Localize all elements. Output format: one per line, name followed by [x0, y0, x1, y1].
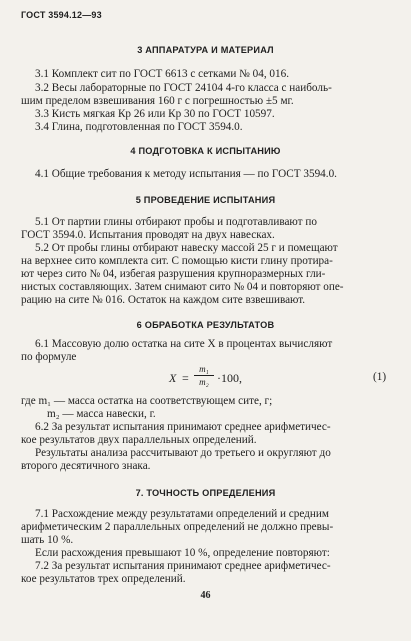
- section-6-title: 6 ОБРАБОТКА РЕЗУЛЬТАТОВ: [136, 320, 275, 330]
- formula-multiplier: ·100,: [217, 371, 242, 385]
- section-3-line: 3.2 Весы лабораторные по ГОСТ 24104 4-го класса с наиболь-: [35, 82, 332, 94]
- section-7-line: Если расхождения превышают 10 %, определение повторяют:: [35, 547, 330, 559]
- section-4-title: 4 ПОДГОТОВКА К ИСПЫТАНИЮ: [130, 146, 281, 156]
- formula-lhs: X: [169, 371, 177, 385]
- section-6-line: по формуле: [21, 351, 77, 363]
- document-header: ГОСТ 3594.12—93: [21, 10, 102, 20]
- section-5-line: рацию на сите № 016. Остаток на каждом сите взвешивают.: [21, 294, 306, 306]
- fraction-bar: [194, 375, 214, 376]
- section-7-line: кое результатов трех определений.: [21, 573, 186, 585]
- section-3-line: 3.3 Кисть мягкая Кр 26 или Кр 30 по ГОСТ 10597.: [35, 108, 275, 120]
- section-5-line: ют через сито № 04, избегая разрушения крупноразмерных гли-: [21, 268, 326, 280]
- section-7-line: арифметическим 2 параллельных определений не должно превы-: [21, 521, 334, 533]
- section-6-line: m₂ — масса навески, г.: [47, 408, 156, 420]
- formula-denominator: m₂: [199, 377, 209, 387]
- formula-equals: =: [182, 371, 189, 385]
- section-7-title: 7. ТОЧНОСТЬ ОПРЕДЕЛЕНИЯ: [135, 488, 276, 498]
- section-6-line: кое результатов двух параллельных определений.: [21, 434, 257, 446]
- section-5-line: на верхнее сито комплекта сит. С помощью кисти глину протира-: [21, 255, 333, 267]
- section-3-line: шим пределом взвешивания 160 г с погрешностью ±5 мг.: [21, 95, 294, 107]
- formula-numerator: m₁: [199, 364, 209, 374]
- section-6-line: второго десятичного знака.: [21, 460, 151, 472]
- section-6-line: 6.1 Массовую долю остатка на сите X в процентах вычисляют: [35, 338, 333, 350]
- formula-number: (1): [373, 371, 387, 383]
- section-6-line: 6.2 За результат испытания принимают среднее арифметичес-: [35, 421, 331, 433]
- section-3-line: 3.1 Комплект сит по ГОСТ 6613 с сетками № 04, 016.: [35, 68, 289, 80]
- section-5-line: 5.1 От партии глины отбирают пробы и подготавливают по: [35, 216, 317, 228]
- section-5-line: ГОСТ 3594.0. Испытания проводят на двух навесках.: [21, 229, 275, 241]
- section-3-title: 3 АППАРАТУРА И МАТЕРИАЛ: [137, 45, 274, 55]
- section-7-line: 7.2 За результат испытания принимают среднее арифметичес-: [35, 560, 331, 572]
- formula-1: [0, 364, 411, 394]
- section-5-title: 5 ПРОВЕДЕНИЕ ИСПЫТАНИЯ: [135, 195, 276, 205]
- page-number: 46: [200, 590, 211, 601]
- formula-fraction: [194, 364, 214, 387]
- section-7-line: 7.1 Расхождение между результатами определений и средним: [35, 508, 329, 520]
- section-6-line: где m₁ — масса остатка на соответствующем сите, г;: [21, 395, 273, 407]
- section-5-line: нистых составляющих. Затем снимают сито № 04 и повторяют опе-: [21, 281, 344, 293]
- section-3-line: 3.4 Глина, подготовленная по ГОСТ 3594.0.: [35, 121, 243, 133]
- section-7-line: шать 10 %.: [21, 534, 74, 546]
- section-6-line: Результаты анализа рассчитывают до третьего и округляют до: [35, 447, 331, 459]
- section-4-line: 4.1 Общие требования к методу испытания — по ГОСТ 3594.0.: [35, 168, 337, 180]
- section-5-line: 5.2 От пробы глины отбирают навеску массой 25 г и помещают: [35, 242, 338, 254]
